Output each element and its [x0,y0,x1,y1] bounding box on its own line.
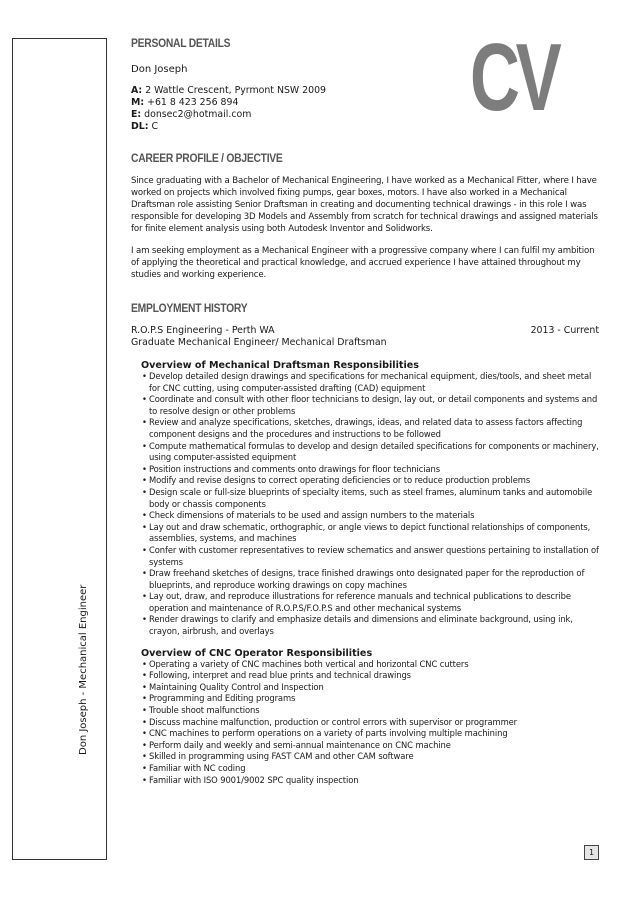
mobile-label: M: [131,97,145,108]
side-name-title: Don Joseph - Mechanical Engineer [78,584,89,755]
draftsman-block [141,360,599,638]
email-label: E: [131,109,142,120]
list-item: • Skilled in programming using FAST CAM and other CAM software [141,751,599,763]
list-item: • Familiar with ISO 9001/9002 SPC quality inspection [141,775,599,787]
list-item: • Familiar with NC coding [141,763,599,775]
mobile-value: +61 8 423 256 894 [147,97,239,108]
employment-history-heading: EMPLOYMENT HISTORY [131,301,248,315]
career-paragraph: I am seeking employment as a Mechanical Engineer with a progressive company where I can fulfil my ambition of applying the theoretical and practical knowledge, and accrued experience I have attained throughout my studies and working experience. [131,246,595,280]
draftsman-heading: Overview of Mechanical Draftsman Responsibilities [141,360,419,371]
personal-details-section [131,36,599,133]
cnc-list [141,659,599,787]
list-item: • Review and analyze specifications, sketches, drawings, ideas, and related data to assess factors affecting component designs and the procedures and instructions to be followed [141,417,599,440]
list-item: • Compute mathematical formulas to develop and design detailed specifications for components or machinery, using computer-assisted equipment [141,441,599,464]
list-item: • Discuss machine malfunction, production or control errors with supervisor or programmer [141,717,599,729]
career-profile-section [131,151,599,281]
license-label: DL: [131,121,149,132]
contact-block [131,85,599,133]
employment-header [131,325,599,336]
mobile-row [131,97,599,109]
list-item: • Operating a variety of CNC machines both vertical and horizontal CNC cutters [141,659,599,671]
cnc-heading: Overview of CNC Operator Responsibilities [141,647,373,659]
list-item: • Draw freehand sketches of designs, trace finished drawings onto designated paper for the reproduction of blueprints, and reproduce working drawings on copy machines [141,568,599,591]
license-row [131,121,599,133]
job-role: Graduate Mechanical Engineer/ Mechanical Draftsman [131,337,387,348]
employment-history-section [131,301,599,786]
license-value: C [151,121,159,132]
cv-logo: CV [470,24,558,131]
list-item: • Position instructions and comments onto drawings for floor technicians [141,464,599,476]
list-item: • Following, interpret and read blue prints and technical drawings [141,670,599,682]
career-paragraph: Since graduating with a Bachelor of Mechanical Engineering, I have worked as a Mechanical Fitter, where I have worked on projects which involved fixing pumps, gear boxes, motors. I have also worked in a Mechanical Draftsman role assisting Senior Draftsman in creating and documenting technical drawings - in this role I was responsible for developing 3D Models and Assembly from scratch for technical drawings and assigned materials for finite element analysis using both Autodesk Inventor and Solidworks. [131,176,598,234]
personal-details-heading: PERSONAL DETAILS [131,36,231,50]
list-item: • Render drawings to clarify and emphasize details and dimensions and eliminate background, using ink, crayon, airbrush, and overlays [141,614,599,637]
list-item: • Programming and Editing programs [141,693,599,705]
full-name: Don Joseph [131,64,188,75]
list-item: • Lay out and draw schematic, orthographic, or angle views to depict functional relationships of components, assemblies, systems, and machines [141,522,599,545]
side-panel [12,38,107,860]
list-item: • Maintaining Quality Control and Inspection [141,682,599,694]
draftsman-list [141,371,599,638]
resume-content [131,36,599,786]
list-item: • Perform daily and weekly and semi-annual maintenance on CNC machine [141,740,599,752]
address-value: 2 Wattle Crescent, Pyrmont NSW 2009 [145,85,327,96]
list-item: • Trouble shoot malfunctions [141,705,599,717]
list-item: • Coordinate and consult with other floor technicians to design, lay out, or detail components and systems and to resolve design or other problems [141,394,599,417]
address-label: A: [131,85,143,96]
email-value[interactable]: donsec2@hotmail.com [144,109,252,120]
employment-period: 2013 - Current [530,325,599,336]
page-number: 1 [584,845,599,860]
list-item: • Design scale or full-size blueprints of specialty items, such as steel frames, aluminum tanks and automobile body or chassis components [141,487,599,510]
list-item: • Confer with customer representatives to review schematics and answer questions pertaining to installation of systems [141,545,599,568]
address-row [131,85,599,97]
list-item: • Modify and revise designs to correct operating deficiencies or to reduce production problems [141,475,599,487]
list-item: • Lay out, draw, and reproduce illustrations for reference manuals and technical publications to describe operation and maintenance of R.O.P.S/F.O.P.S and other mechanical systems [141,591,599,614]
company-name: R.O.P.S Engineering - Perth WA [131,325,275,336]
list-item: • Develop detailed design drawings and specifications for mechanical equipment, dies/tools, and sheet metal for CNC cutting, using computer-assisted drafting (CAD) equipment [141,371,599,394]
list-item: • Check dimensions of materials to be used and assign numbers to the materials [141,510,599,522]
career-profile-heading: CAREER PROFILE / OBJECTIVE [131,151,283,165]
cnc-block [141,648,599,787]
list-item: • CNC machines to perform operations on a variety of parts involving multiple machining [141,728,599,740]
email-row [131,109,599,121]
